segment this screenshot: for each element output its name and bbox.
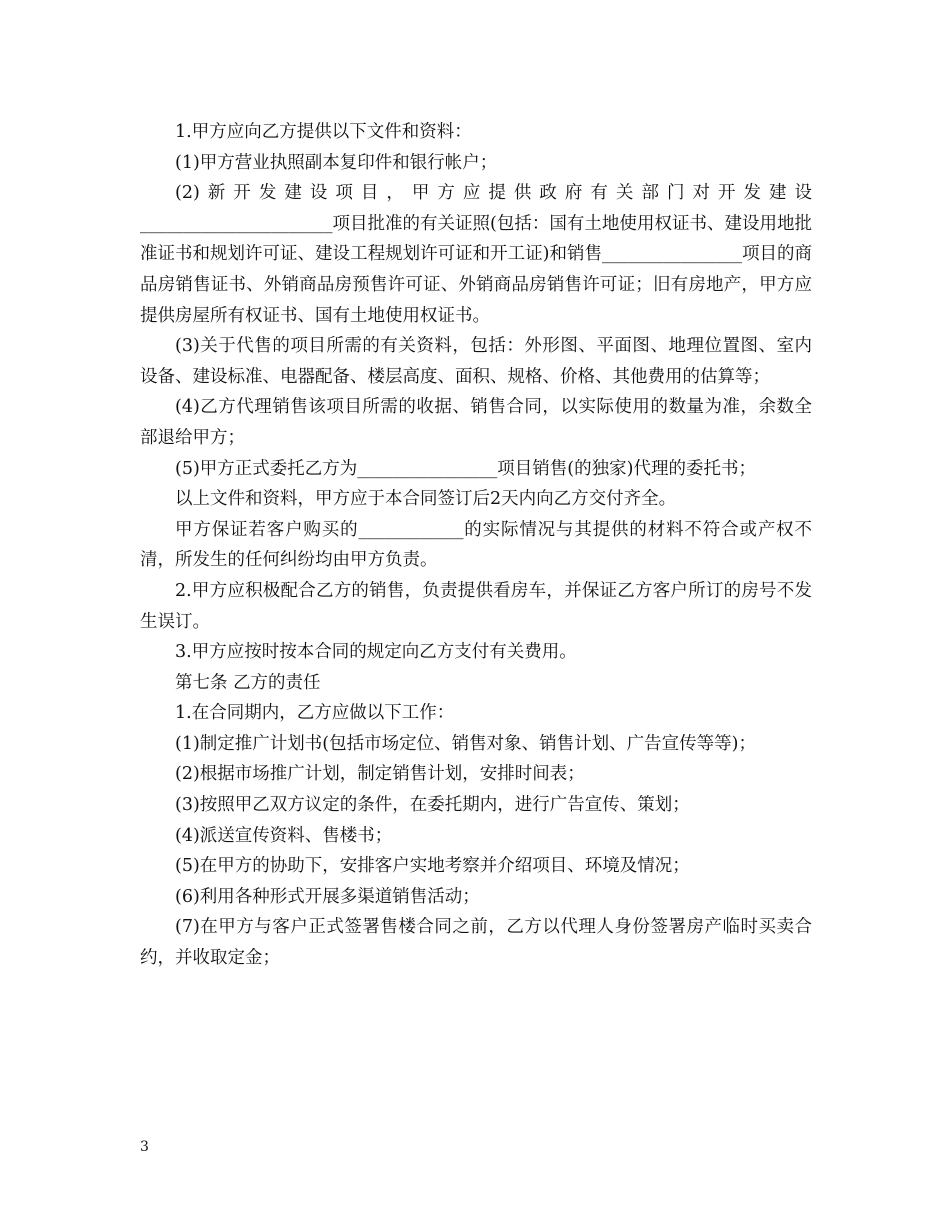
paragraph-text: 1.甲方应向乙方提供以下文件和资料：	[175, 122, 472, 142]
paragraph-text: (2)新开发建设项目，甲方应提供政府有关部门对开发建设	[175, 183, 812, 204]
paragraph-text: 2.甲方应积极配合乙方的销售，负责提供看房车，并保证乙方客户所订的房号不发生误订。	[140, 580, 812, 632]
paragraph-text: (5)甲方正式委托乙方为	[175, 458, 358, 479]
paragraph-text: (3)按照甲乙双方议定的条件，在委托期内，进行广告宣传、策划；	[175, 795, 690, 816]
paragraph-text: 3.甲方应按时按本合同的规定向乙方支付有关费用。	[175, 642, 577, 663]
paragraph-text: (6)利用各种形式开展多渠道销售活动；	[175, 886, 480, 907]
paragraph	[140, 484, 812, 515]
paragraph	[140, 851, 812, 882]
section-heading	[140, 668, 812, 699]
paragraph	[140, 515, 812, 576]
paragraph-text: (1)甲方营业执照副本复印件和银行帐户；	[175, 152, 498, 173]
paragraph-text: 的实际情况与其提供的材料不符合或产权不清，所发生的任何纠纷均由甲方负责。	[140, 519, 813, 571]
paragraph-text: (4)乙方代理销售该项目所需的收据、销售合同，以实际使用的数量为准，余数全部退给甲方；	[140, 397, 812, 448]
paragraph	[140, 117, 812, 148]
paragraph	[140, 912, 812, 973]
document-body	[140, 117, 812, 974]
paragraph-text: ___项目批准的有关证照(包括：国有土地使用权证书、建设用地批准证书和规划许可证、建设工程规划许可证和开工证)和销售	[140, 213, 812, 265]
blank-line: ___________________	[140, 213, 307, 234]
paragraph-text: 项目的商品房销售证书、外销商品房预售许可证、外销商品房销售许可证；旧有房地产，甲方应提供房屋所有权证书、国有土地使用权证书。	[140, 244, 813, 326]
paragraph-text: (5)在甲方的协助下，安排客户实地考察并介绍项目、环境及情况；	[175, 856, 690, 877]
blank-line: ____________	[358, 519, 464, 540]
paragraph	[140, 148, 812, 179]
paragraph	[140, 392, 812, 453]
paragraph	[140, 882, 812, 913]
paragraph-text: (1)制定推广计划书(包括市场定位、销售对象、销售计划、广告宣传等等)；	[175, 733, 756, 754]
paragraph	[140, 331, 812, 392]
paragraph-text: (2)根据市场推广计划，制定销售计划，安排时间表；	[175, 764, 585, 785]
paragraph	[140, 576, 812, 637]
blank-line: ________________	[601, 244, 742, 265]
paragraph	[140, 821, 812, 852]
paragraph	[140, 637, 812, 668]
paragraph-text: 项目销售(的独家)代理的委托书；	[497, 458, 756, 479]
paragraph	[140, 729, 812, 760]
paragraph-text: 甲方保证若客户购买的	[175, 519, 359, 540]
paragraph	[140, 454, 812, 485]
paragraph	[140, 178, 812, 331]
paragraph	[140, 759, 812, 790]
page-number: 3	[140, 1139, 149, 1155]
paragraph	[140, 790, 812, 821]
paragraph-text: 1.在合同期内，乙方应做以下工作：	[175, 703, 455, 724]
paragraph-text: (3)关于代售的项目所需的有关资料，包括：外形图、平面图、地理位置图、室内设备、建设标准、电器配备、楼层高度、面积、规格、价格、其他费用的估算等；	[140, 336, 812, 387]
paragraph-text: 第七条 乙方的责任	[175, 672, 321, 693]
paragraph-text: (7)在甲方与客户正式签署售楼合同之前，乙方以代理人身份签署房产临时买卖合约，并收取定金；	[140, 917, 812, 969]
paragraph-text: (4)派送宣传资料、售楼书；	[175, 825, 393, 846]
paragraph	[140, 698, 812, 729]
paragraph-text: 以上文件和资料，甲方应于本合同签订后2天内向乙方交付齐全。	[175, 489, 677, 510]
blank-line: ________________	[357, 458, 498, 479]
